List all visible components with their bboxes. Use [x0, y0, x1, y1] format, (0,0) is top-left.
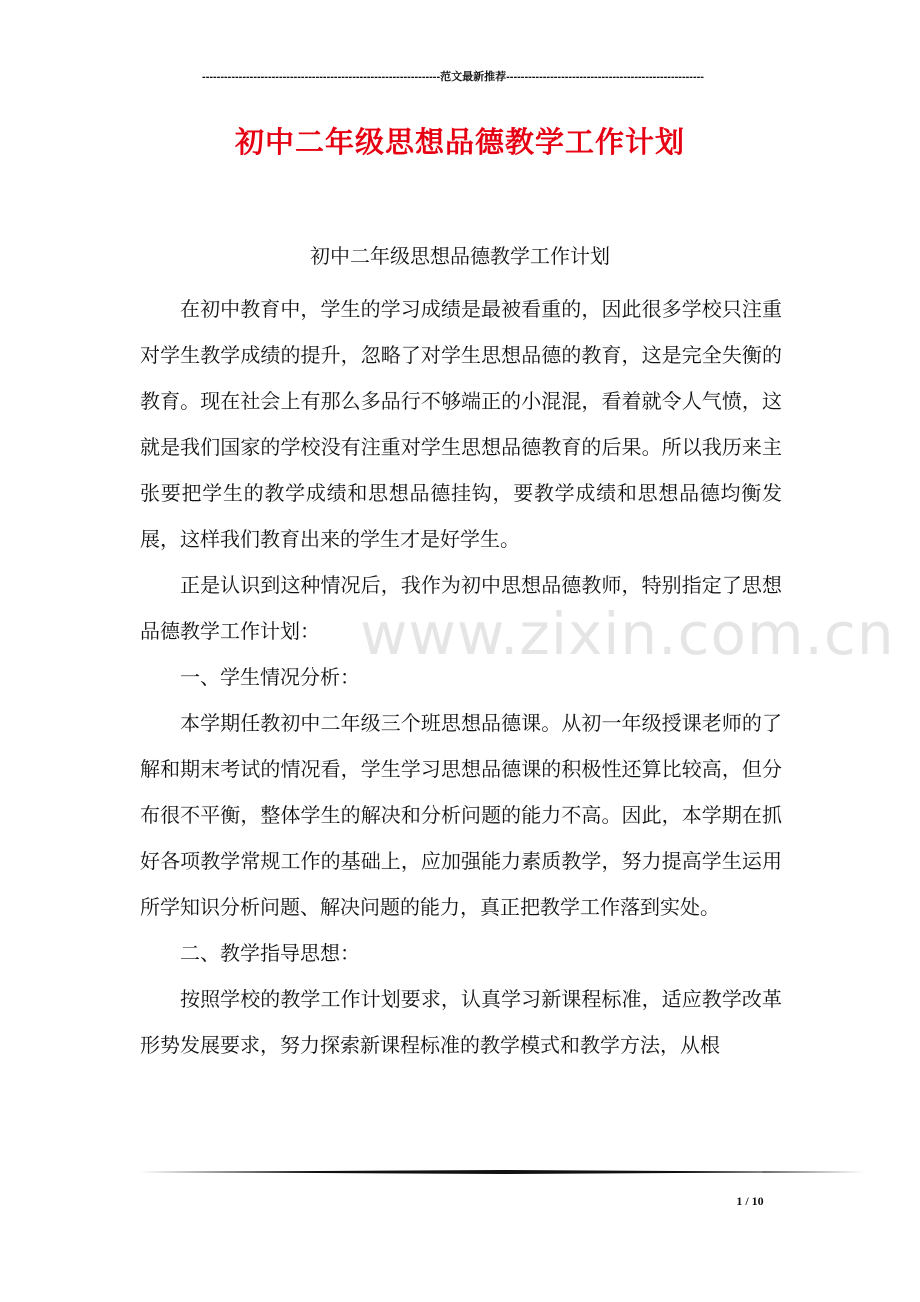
document-body — [140, 286, 782, 1068]
page-number: 1 / 10 — [736, 1194, 764, 1208]
paragraph: 在初中教育中，学生的学习成绩是最被看重的，因此很多学校只注重对学生教学成绩的提升，忽略了对学生思想品德的教育，这是完全失衡的教育。现在社会上有那么多品行不够端正的小混混，看着就令人气愤，这就是我们国家的学校没有注重对学生思想品德教育的后果。所以我历来主张要把学生的教学成绩和思想品德挂钩，要教学成绩和思想品德均衡发展，这样我们教育出来的学生才是好学生。 — [140, 297, 782, 551]
header-banner: -----------------------------------------------------------------范文最新推荐------------------------------------------------------ — [202, 71, 704, 83]
paragraph: 按照学校的教学工作计划要求，认真学习新课程标准，适应教学改革形势发展要求，努力探索新课程标准的教学模式和教学方法，从根 — [140, 987, 782, 1057]
footer-divider — [140, 1170, 864, 1174]
paragraph: 本学期任教初中二年级三个班思想品德课。从初一年级授课老师的了解和期末考试的情况看，学生学习思想品德课的积极性还算比较高，但分布很不平衡，整体学生的解决和分析问题的能力不高。因此，本学期在抓好各项教学常规工作的基础上，应加强能力素质教学，努力提高学生运用所学知识分析问题、解决问题的能力，真正把教学工作落到实处。 — [140, 711, 782, 919]
paragraph: 正是认识到这种情况后，我作为初中思想品德教师，特别指定了思想品德教学工作计划： — [140, 573, 782, 643]
watermark: www.zixin.com.cn — [360, 600, 895, 668]
section-heading: 二、教学指导思想： — [180, 941, 360, 965]
document-subtitle: 初中二年级思想品德教学工作计划 — [310, 244, 610, 268]
document-title: 初中二年级思想品德教学工作计划 — [234, 125, 685, 159]
section-heading: 一、学生情况分析： — [180, 665, 360, 689]
